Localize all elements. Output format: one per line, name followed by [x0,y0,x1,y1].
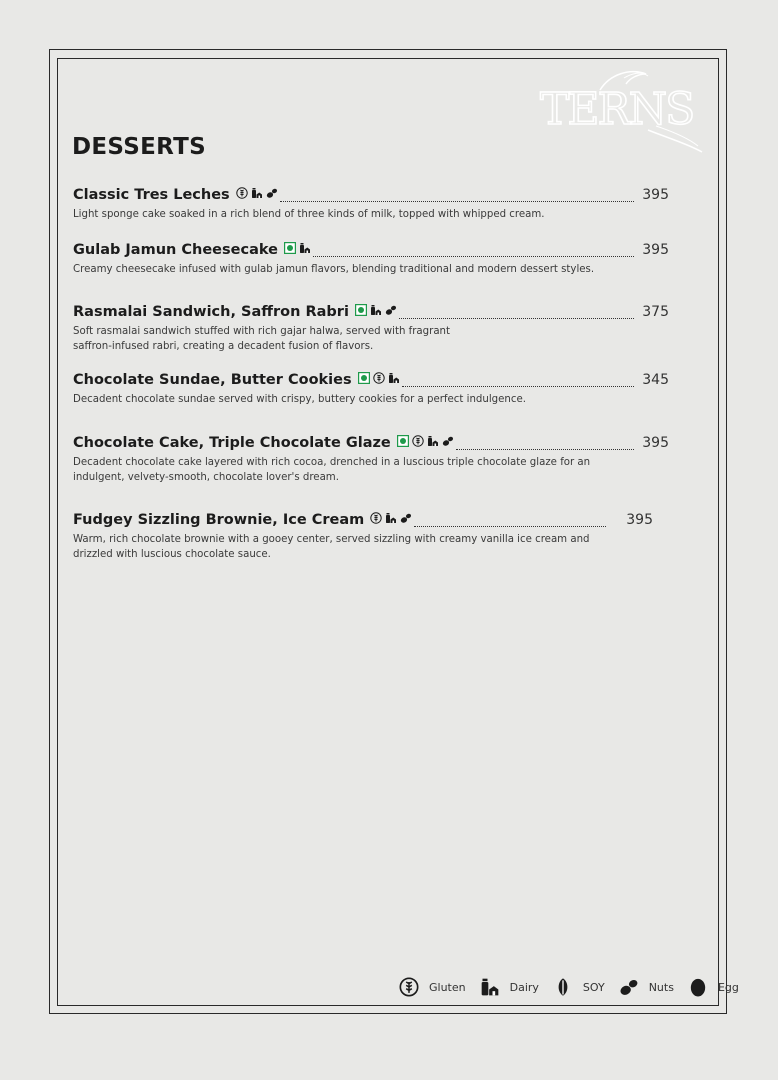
menu-item-price: 395 [642,187,669,203]
legend-label: Gluten [429,980,466,994]
veg-icon [284,239,296,251]
allergen-legend [399,977,739,997]
description-line: Decadent chocolate cake layered with rich cocoa, drenched in a luscious triple chocolate glaze for an [73,457,591,468]
dairy-icon [299,239,311,251]
menu-item-price: 345 [642,372,669,388]
egg-icon [688,977,713,997]
dot-leader [414,526,606,527]
menu-item-price: 395 [626,512,653,528]
dot-leader [280,201,635,202]
nuts-icon [442,432,454,444]
menu-item-header [73,242,669,262]
dairy-icon [251,184,263,196]
menu-item-header [73,187,669,207]
allergen-icons [236,184,278,196]
veg-icon [355,301,367,313]
description-line: drizzled with luscious chocolate sauce. [73,549,271,560]
menu-item-name: Chocolate Sundae, Butter Cookies [73,372,352,388]
gluten-icon [236,184,248,196]
menu-item-price: 375 [642,304,669,320]
allergen-icons [355,301,397,313]
veg-icon [397,432,409,444]
legend-item [619,977,674,997]
legend-item [553,977,605,997]
menu-item-name: Rasmalai Sandwich, Saffron Rabri [73,304,349,320]
description-line: Decadent chocolate sundae served with crispy, buttery cookies for a perfect indulgence. [73,394,526,405]
dot-leader [399,318,634,319]
menu-item-description [73,207,618,222]
menu-item [73,187,669,222]
dot-leader [456,449,635,450]
gluten-icon [373,369,385,381]
menu-item-description [73,392,618,407]
nuts-icon [619,977,644,997]
section-title: DESSERTS [72,134,206,160]
gluten-icon [412,432,424,444]
menu-item [73,304,669,354]
allergen-icons [397,432,454,444]
soy-icon [553,977,578,997]
allergen-icons [370,509,412,521]
menu-item-header [73,304,669,324]
terns-logo [538,68,708,158]
nuts-icon [266,184,278,196]
legend-label: SOY [582,980,605,994]
menu-item [73,512,669,562]
menu-item-name: Classic Tres Leches [73,187,230,203]
menu-item-name: Gulab Jamun Cheesecake [73,242,278,258]
dot-leader [313,256,634,257]
dairy-icon [370,301,382,313]
menu-item-name: Fudgey Sizzling Brownie, Ice Cream [73,512,365,528]
allergen-icons [358,369,400,381]
description-line: saffron-infused rabri, creating a decadent fusion of flavors. [73,341,374,352]
legend-item [688,977,739,997]
menu-item-price: 395 [642,435,669,451]
menu-item-header [73,435,669,455]
menu-item-price: 395 [642,242,669,258]
allergen-icons [284,239,311,251]
menu-item [73,372,669,407]
dairy-icon [388,369,400,381]
menu-item-description [73,532,618,562]
menu-item [73,435,669,485]
dairy-icon [480,977,505,997]
description-line: Soft rasmalai sandwich stuffed with rich gajar halwa, served with fragrant [73,326,451,337]
menu-item-name: Chocolate Cake, Triple Chocolate Glaze [73,435,391,451]
dot-leader [402,386,635,387]
legend-label: Dairy [509,980,539,994]
legend-label: Egg [717,980,739,994]
dairy-icon [385,509,397,521]
gluten-icon [399,977,424,997]
description-line: indulgent, velvety-smooth, chocolate lover's dream. [73,472,339,483]
menu-item [73,242,669,277]
menu-item-description [73,455,618,485]
menu-item-description [73,262,618,277]
menu-item-header [73,512,669,532]
svg-text:TERNS: TERNS [540,84,694,135]
menu-item-description [73,324,618,354]
legend-item [399,977,466,997]
description-line: Warm, rich chocolate brownie with a gooey center, served sizzling with creamy vanilla ice cream and [73,534,590,545]
legend-label: Nuts [648,980,674,994]
legend-item [480,977,539,997]
gluten-icon [370,509,382,521]
veg-icon [358,369,370,381]
nuts-icon [400,509,412,521]
description-line: Light sponge cake soaked in a rich blend of three kinds of milk, topped with whipped cream. [73,209,545,220]
nuts-icon [385,301,397,313]
menu-item-header [73,372,669,392]
description-line: Creamy cheesecake infused with gulab jamun flavors, blending traditional and modern dessert styles. [73,264,595,275]
dairy-icon [427,432,439,444]
